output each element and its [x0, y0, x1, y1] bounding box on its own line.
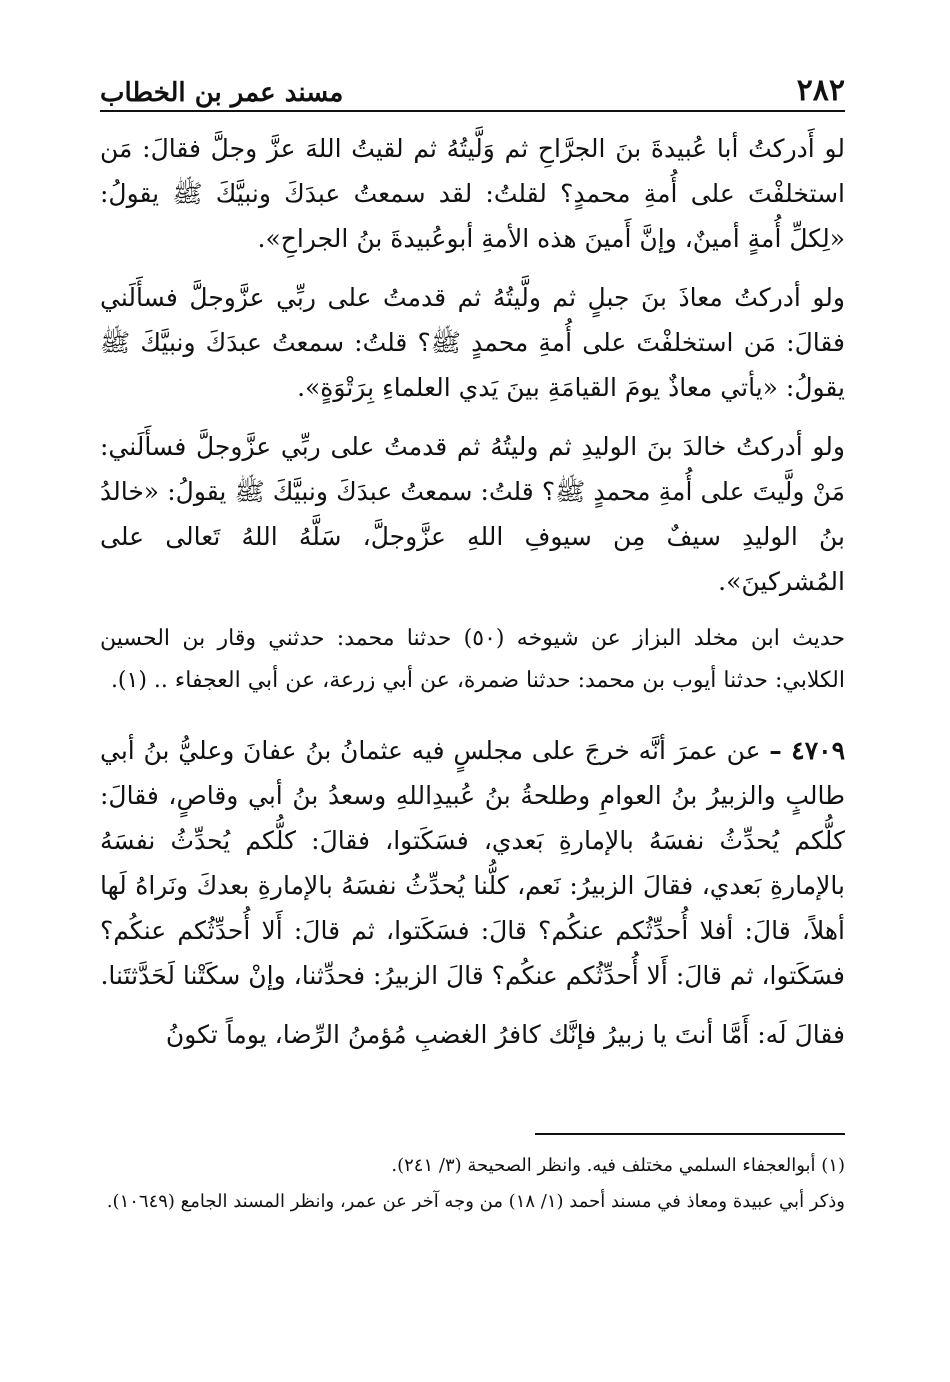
footnotes: [100, 1148, 845, 1220]
running-title: مسند عمر بن الخطاب: [100, 78, 344, 108]
footnote-divider: [535, 1133, 845, 1135]
hadith-number: ٤٧٠٩ –: [769, 736, 845, 765]
main-text: [100, 126, 845, 1057]
paragraph-abu-ubaidah: لو أَدركتُ أبا عُبيدةَ بنَ الجرَّاحِ ثم وَلَّيتُهُ ثم لقيتُ اللهَ عزَّ وجلَّ فقالَ: مَن استخلفْتَ على أُمةِ محمدٍ؟ لقلتُ: لقد سمعتُ عبدَكَ ونبيَّكَ ﷺ يقولُ: «لِكلِّ أُمةٍ أمينٌ، وإنَّ أَمينَ هذه الأمةِ أبوعُبيدةَ بنُ الجراحِ».: [100, 134, 845, 253]
isnad-note: حديث ابن مخلد البزاز عن شيوخه (٥٠) حدثنا محمد: حدثني وقار بن الحسين الكلابي: حدثنا أيوب بن محمد: حدثنا ضمرة، عن أبي زرعة، عن أبي العجفاء .. (١).: [100, 626, 846, 693]
page: [100, 70, 845, 1071]
closing-paragraph: فقالَ لَه: أَمَّا أنتَ يا زبيرُ فإنَّك كافرُ الغضبِ مُؤمنُ الرِّضا، يوماً تكونُ: [165, 1020, 845, 1049]
hadith-entry: [100, 728, 845, 998]
page-header: [100, 70, 845, 112]
page-number: ٢٨٢: [796, 73, 845, 108]
footnote-1: (١) أبوالعجفاء السلمي مختلف فيه. وانظر الصحيحة (٣/ ٢٤١).: [391, 1155, 845, 1176]
paragraph-khalid: ولو أدركتُ خالدَ بنَ الوليدِ ثم وليتُهُ ثم قدمتُ على ربِّي عزَّوجلَّ فسأَلَني: مَنْ ولَّيتَ على أُمةِ محمدٍ ﷺ؟ قلتُ: سمعتُ عبدَكَ ونبيَّكَ ﷺ يقولُ: «خالدُ بنُ الوليدِ سيفٌ مِن سيوفِ اللهِ عزَّوجلَّ، سَلَّهُ اللهُ تَعالى على المُشركينَ».: [100, 432, 845, 596]
hadith-text: عن عمرَ أنَّه خرجَ على مجلسٍ فيه عثمانُ بنُ عفانَ وعليُّ بنُ أبي طالبٍ والزبيرُ بنُ العوامِ وطلحةُ بنُ عُبيدِاللهِ وسعدُ بنُ أبي وقاصٍ، فقالَ: كلُّكم يُحدِّثُ نفسَهُ بالإمارةِ بَعدي، فسَكَتوا، فقالَ: كلُّكم يُحدِّثُ نفسَهُ بالإمارةِ بَعدي، فقالَ الزبيرُ: نَعم، كلُّنا يُحدِّثُ نفسَهُ بالإمارةِ بعدكَ ونَراهُ لَها أهلاً، قالَ: أفلا أُحدِّثُكم عنكُم؟ قالَ: فسَكَتوا، ثم قالَ: أَلا أُحدِّثُكم عنكُم؟ فسَكَتوا، ثم قالَ: أَلا أُحدِّثُكم عنكُم؟ قالَ الزبيرُ: فحدِّثنا، وإنْ سكَتْنا لَحَدَّثتَنا.: [100, 736, 845, 990]
paragraph-muadh: ولو أدركتُ معاذَ بنَ جبلٍ ثم ولَّيتُهُ ثم قدمتُ على ربِّي عزَّوجلَّ فسأَلَني فقالَ: مَن استخلفْتَ على أُمةِ محمدٍ ﷺ؟ قلتُ: سمعتُ عبدَكَ ونبيَّكَ ﷺ يقولُ: «يأتي معاذٌ يومَ القيامَةِ بينَ يَدي العلماءِ بِرَتْوَةٍ».: [100, 283, 845, 402]
footnote-2: وذكر أبي عبيدة ومعاذ في مسند أحمد (١/ ١٨) من وجه آخر عن عمر، وانظر المسند الجامع (١٠٦٤٩).: [106, 1191, 845, 1212]
